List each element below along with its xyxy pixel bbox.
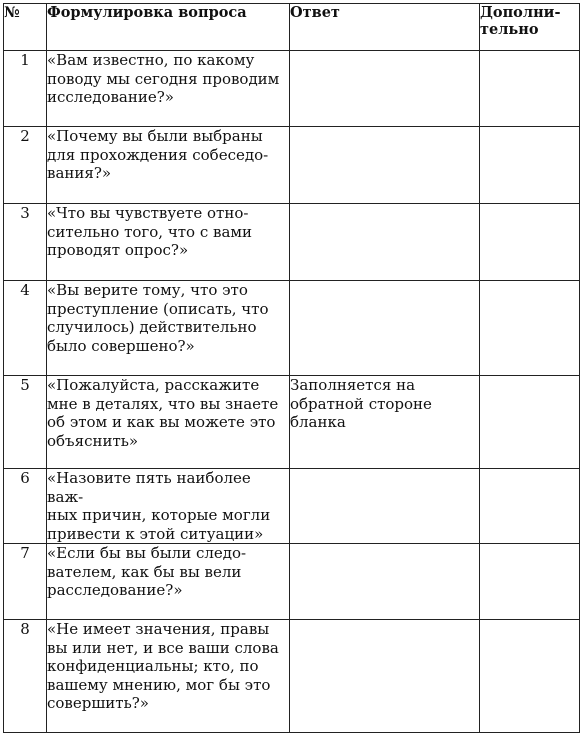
additional-cell[interactable]: [480, 204, 580, 281]
header-additional: Дополни- тельно: [480, 4, 580, 51]
answer-cell[interactable]: [290, 544, 480, 620]
question-text: «Пожалуйста, расскажите мне в деталях, что вы знаете об этом и как вы можете это объяснить»: [47, 376, 290, 469]
interview-questions-table: [3, 3, 580, 733]
header-number: №: [4, 4, 47, 51]
table-row: [4, 127, 580, 204]
question-text: «Вам известно, по какому поводу мы сегодня проводим исследование?»: [47, 51, 290, 127]
question-text: «Вы верите тому, что это преступление (описать, что случилось) действительно было совершено?»: [47, 281, 290, 376]
additional-cell[interactable]: [480, 51, 580, 127]
additional-cell[interactable]: [480, 127, 580, 204]
row-number: 5: [4, 376, 47, 469]
answer-cell[interactable]: [290, 620, 480, 733]
answer-cell[interactable]: [290, 469, 480, 544]
answer-cell[interactable]: [290, 281, 480, 376]
header-question: Формулировка вопроса: [47, 4, 290, 51]
answer-cell[interactable]: [290, 51, 480, 127]
table-row: [4, 281, 580, 376]
answer-cell[interactable]: [290, 204, 480, 281]
table-row: [4, 51, 580, 127]
answer-cell[interactable]: Заполняется на обратной стороне бланка: [290, 376, 480, 469]
header-answer: Ответ: [290, 4, 480, 51]
row-number: 8: [4, 620, 47, 733]
row-number: 4: [4, 281, 47, 376]
row-number: 1: [4, 51, 47, 127]
additional-cell[interactable]: [480, 376, 580, 469]
question-text: «Почему вы были выбраны для прохождения собеседо- вания?»: [47, 127, 290, 204]
table-row: [4, 620, 580, 733]
table-row: [4, 544, 580, 620]
question-text: «Назовите пять наиболее важ- ных причин, которые могли привести к этой ситуации»: [47, 469, 290, 544]
row-number: 7: [4, 544, 47, 620]
additional-cell[interactable]: [480, 620, 580, 733]
row-number: 3: [4, 204, 47, 281]
additional-cell[interactable]: [480, 281, 580, 376]
answer-cell[interactable]: [290, 127, 480, 204]
table-header-row: [4, 4, 580, 51]
table-row: [4, 376, 580, 469]
additional-cell[interactable]: [480, 469, 580, 544]
question-text: «Если бы вы были следо- вателем, как бы вы вели расследование?»: [47, 544, 290, 620]
table-row: [4, 204, 580, 281]
question-text: «Что вы чувствуете отно- сительно того, что с вами проводят опрос?»: [47, 204, 290, 281]
row-number: 2: [4, 127, 47, 204]
table-row: [4, 469, 580, 544]
question-text: «Не имеет значения, правы вы или нет, и все ваши слова конфиденциальны; кто, по вашему мнению, мог бы это совершить?»: [47, 620, 290, 733]
row-number: 6: [4, 469, 47, 544]
additional-cell[interactable]: [480, 544, 580, 620]
